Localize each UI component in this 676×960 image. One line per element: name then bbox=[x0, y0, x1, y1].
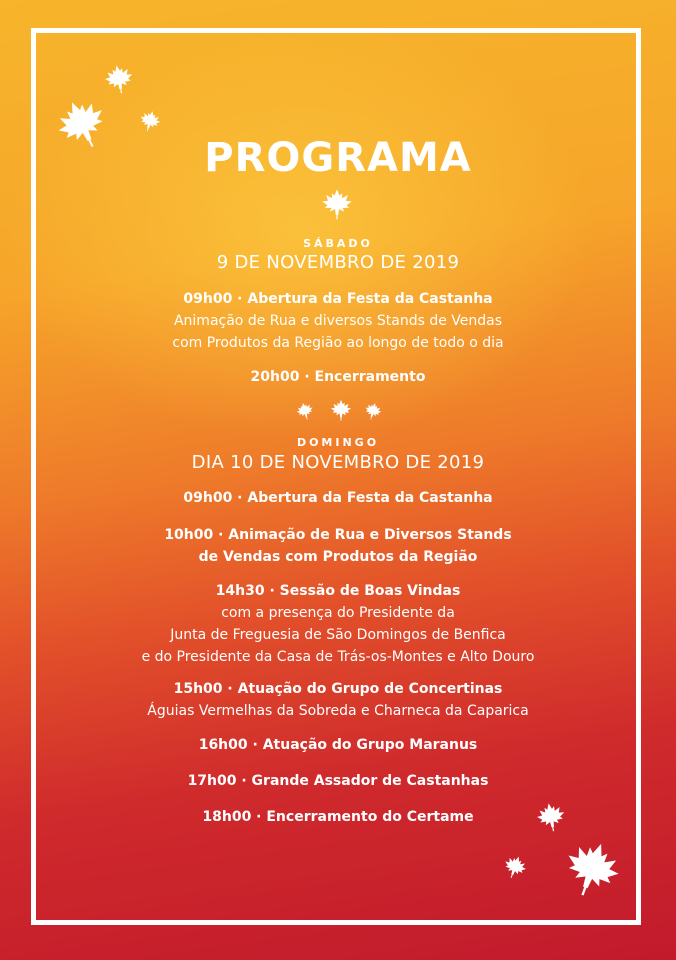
event-sun-0900 bbox=[0, 487, 676, 509]
maple-leaf-icon bbox=[330, 399, 352, 421]
event-sun-1800 bbox=[0, 806, 676, 828]
event-heading: 14h30 · Sessão de Boas Vindas bbox=[215, 583, 461, 599]
maple-leaf-icon bbox=[321, 188, 353, 220]
event-detail: com a presença do Presidente da bbox=[221, 605, 455, 621]
event-detail: Animação de Rua e diversos Stands de Vendas bbox=[173, 313, 503, 329]
event-heading: 20h00 · Encerramento bbox=[250, 369, 426, 385]
event-sun-1430 bbox=[0, 580, 676, 668]
event-heading: de Vendas com Produtos da Região bbox=[198, 549, 478, 565]
event-heading: 09h00 · Abertura da Festa da Castanha bbox=[183, 490, 493, 506]
event-sat-2000 bbox=[0, 366, 676, 388]
event-sun-1500 bbox=[0, 678, 676, 722]
event-heading: 16h00 · Atuação do Grupo Maranus bbox=[198, 737, 478, 753]
event-detail: e do Presidente da Casa de Trás-os-Montes e Alto Douro bbox=[141, 649, 535, 665]
event-sun-1600 bbox=[0, 734, 676, 756]
event-sun-1000 bbox=[0, 524, 676, 568]
event-detail: com Produtos da Região ao longo de todo o dia bbox=[172, 335, 504, 351]
event-sun-1700 bbox=[0, 770, 676, 792]
event-heading: 18h00 · Encerramento do Certame bbox=[202, 809, 474, 825]
day-label-saturday: SÁBADO bbox=[303, 237, 373, 250]
event-heading: 17h00 · Grande Assador de Castanhas bbox=[187, 773, 489, 789]
event-detail: Junta de Freguesia de São Domingos de Benfica bbox=[170, 627, 506, 643]
page-title: PROGRAMA bbox=[204, 135, 472, 181]
date-sunday: DIA 10 DE NOVEMBRO DE 2019 bbox=[191, 452, 485, 473]
maple-leaf-icon bbox=[102, 62, 137, 97]
event-detail: Águias Vermelhas da Sobreda e Charneca da Caparica bbox=[147, 703, 529, 719]
day-label-sunday: DOMINGO bbox=[296, 436, 380, 449]
event-heading: 15h00 · Atuação do Grupo de Concertinas bbox=[173, 681, 503, 697]
date-saturday: 9 DE NOVEMBRO DE 2019 bbox=[216, 252, 460, 273]
event-heading: 09h00 · Abertura da Festa da Castanha bbox=[183, 291, 493, 307]
event-heading: 10h00 · Animação de Rua e Diversos Stands bbox=[164, 527, 512, 543]
event-sat-0900 bbox=[0, 288, 676, 354]
